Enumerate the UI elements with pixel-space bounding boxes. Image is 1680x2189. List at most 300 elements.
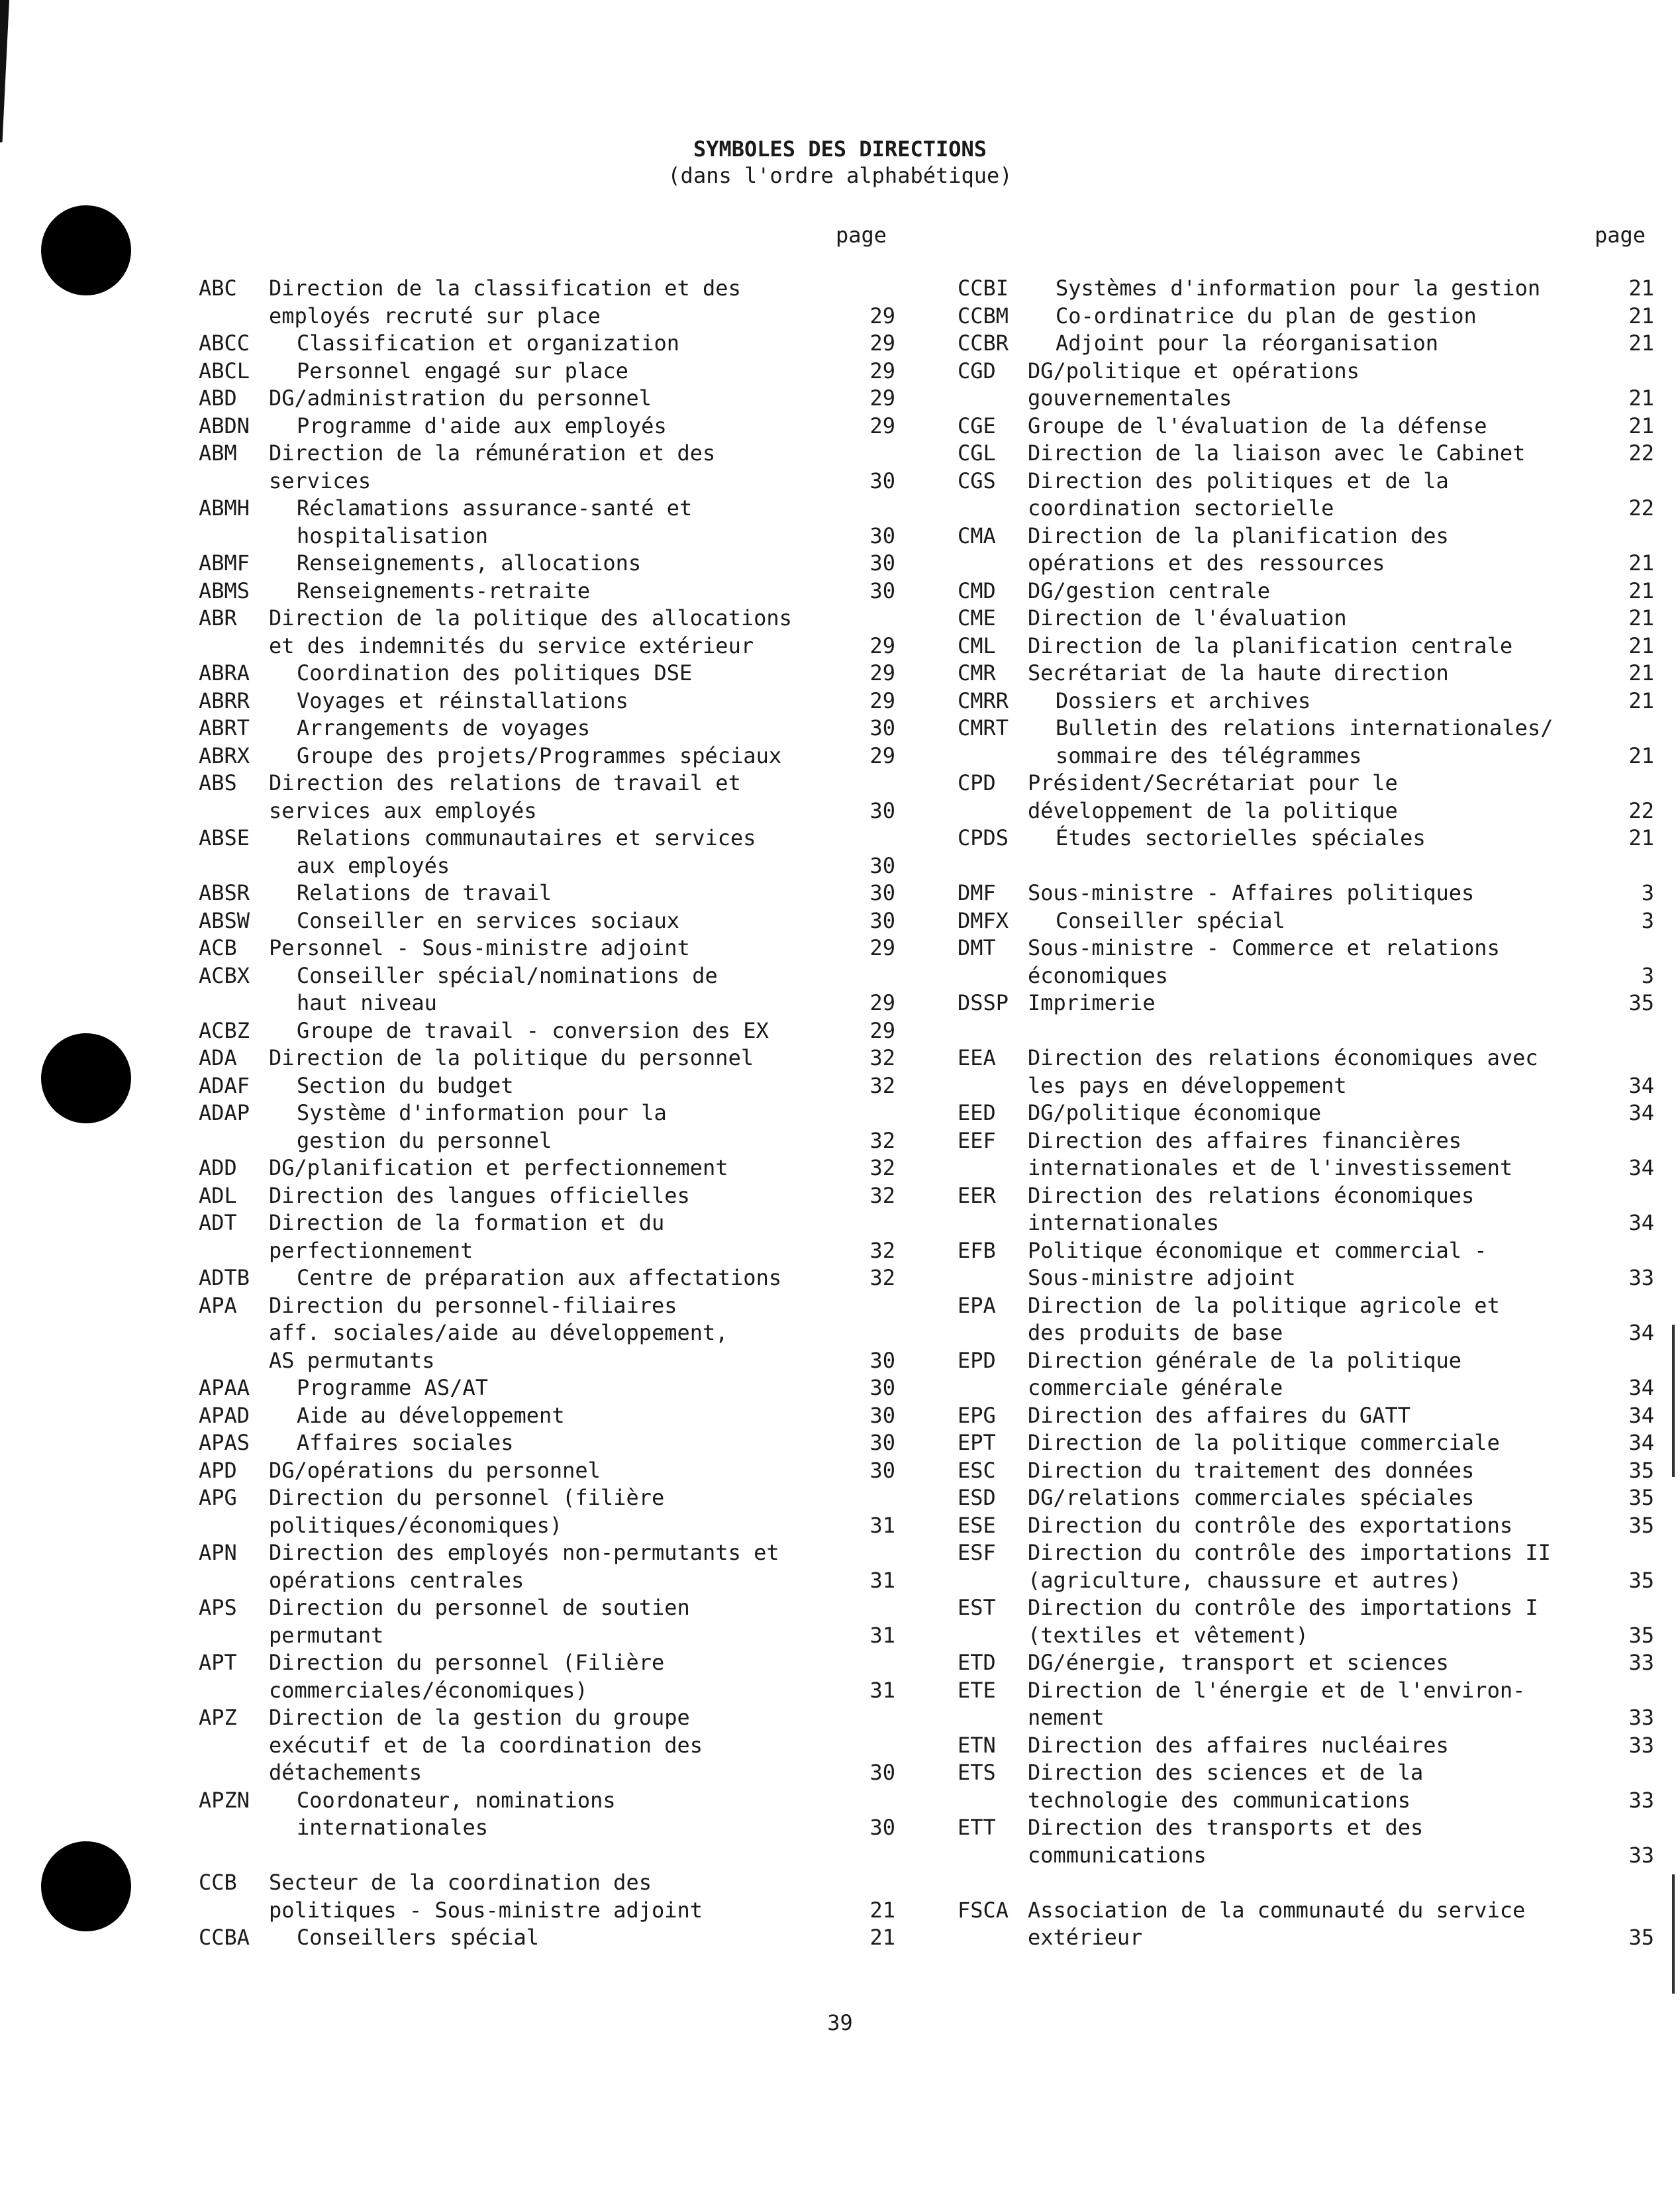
entry-code: EPG — [958, 1402, 996, 1428]
directory-entry — [199, 385, 895, 413]
directory-entry — [958, 523, 1654, 578]
entry-description: Bulletin des relations internationales/ sommaire des télégrammes — [1056, 715, 1554, 768]
directory-entry — [199, 495, 895, 550]
entry-code: EPT — [958, 1430, 996, 1455]
entry-code: EPA — [958, 1292, 996, 1318]
entry-page: 33 — [1628, 1650, 1654, 1675]
entry-page: 21 — [1628, 413, 1654, 438]
directory-entry — [199, 1264, 895, 1292]
directory-entry — [199, 1649, 895, 1704]
section-gap — [958, 1869, 1654, 1897]
entry-description: Direction des relations de travail et services aux employés — [269, 770, 741, 823]
entry-page: 33 — [1628, 1787, 1654, 1813]
entry-page: 34 — [1628, 1320, 1654, 1345]
entry-code: APZN — [199, 1787, 250, 1813]
entry-description: Sous-ministre - Affaires politiques — [1028, 880, 1475, 905]
entry-page: 21 — [1628, 385, 1654, 411]
entry-code: ABDN — [199, 413, 250, 438]
entry-description: Direction du personnel (filière politiques/économiques) — [269, 1485, 665, 1538]
entry-page: 29 — [869, 742, 895, 768]
entry-page: 33 — [1628, 1705, 1654, 1730]
entry-description: Direction du personnel-filiaires aff. sociales/aide au développement, AS permutants — [269, 1292, 728, 1373]
entry-code: ADT — [199, 1210, 237, 1235]
entry-code: ABRX — [199, 742, 250, 768]
entry-description: Conseiller spécial/nominations de haut niveau — [297, 962, 718, 1015]
entry-code: ADTB — [199, 1265, 250, 1290]
entry-description: Personnel - Sous-ministre adjoint — [269, 935, 690, 960]
directory-entry — [958, 1759, 1654, 1814]
directory-entry — [958, 1347, 1654, 1402]
entry-code: ABC — [199, 276, 237, 301]
entry-page: 34 — [1628, 1072, 1654, 1098]
entry-description: Secteur de la coordination des politiques - Sous-ministre adjoint — [269, 1870, 703, 1923]
directory-entry — [199, 1292, 895, 1375]
directory-entry — [199, 687, 895, 715]
directory-entry — [199, 413, 895, 440]
scan-edge-line — [1672, 1325, 1675, 1477]
entry-description: Direction de la gestion du groupe exécutif et de la coordination des détachements — [269, 1705, 703, 1785]
entry-page: 29 — [869, 935, 895, 960]
entry-code: ETE — [958, 1677, 996, 1703]
entry-page: 29 — [869, 385, 895, 411]
entry-code: ADAP — [199, 1100, 250, 1125]
entry-page: 35 — [1628, 1512, 1654, 1538]
entry-code: ABR — [199, 605, 237, 631]
entry-page: 30 — [869, 1760, 895, 1785]
directory-entry — [958, 907, 1654, 935]
entry-code: APS — [199, 1595, 237, 1620]
directory-entry — [199, 1924, 895, 1952]
entry-code: ABRR — [199, 687, 250, 713]
entry-description: Renseignements-retraite — [297, 578, 591, 603]
entry-code: CGD — [958, 358, 996, 383]
section-gap — [958, 852, 1654, 880]
directory-entry — [199, 1099, 895, 1154]
entry-page: 30 — [869, 880, 895, 905]
punch-hole — [41, 1033, 131, 1123]
entry-code: ETN — [958, 1732, 996, 1758]
entry-description: Aide au développement — [297, 1402, 565, 1428]
directory-entry — [199, 1704, 895, 1787]
directory-entry — [199, 550, 895, 578]
entry-code: CGL — [958, 440, 996, 466]
directory-entry — [199, 275, 895, 330]
entry-description: Direction du personnel de soutien permutant — [269, 1595, 690, 1648]
directory-entry — [199, 742, 895, 770]
entry-page: 29 — [869, 687, 895, 713]
directory-entry — [958, 1649, 1654, 1677]
entry-page: 21 — [1628, 825, 1654, 850]
entry-page: 30 — [869, 1347, 895, 1373]
directory-entry — [958, 1402, 1654, 1430]
entry-description: Programme AS/AT — [297, 1375, 488, 1400]
entry-description: Affaires sociales — [297, 1430, 514, 1455]
entry-description: Réclamations assurance-santé et hospitalisation — [297, 495, 693, 548]
section-gap — [958, 1017, 1654, 1045]
entry-page: 35 — [1628, 990, 1654, 1015]
entry-code: APAA — [199, 1375, 250, 1400]
entry-page: 29 — [869, 990, 895, 1015]
entry-description: Renseignements, allocations — [297, 550, 642, 576]
entry-description: Président/Secrétariat pour le développement de la politique — [1028, 770, 1398, 823]
entry-description: Direction générale de la politique commerciale générale — [1028, 1347, 1462, 1400]
entry-code: CCB — [199, 1870, 237, 1895]
directory-entry — [199, 605, 895, 660]
directory-entry — [958, 687, 1654, 715]
entry-page: 21 — [1628, 550, 1654, 576]
entry-code: ABSE — [199, 825, 250, 850]
entry-code: CPD — [958, 770, 996, 795]
entry-page: 34 — [1628, 1155, 1654, 1180]
entry-description: Conseillers spécial — [297, 1925, 540, 1950]
entry-description: Groupe de l'évaluation de la défense — [1028, 413, 1487, 438]
entry-description: Direction de la formation et du perfectionnement — [269, 1210, 665, 1263]
entry-page: 31 — [869, 1567, 895, 1593]
directory-entry — [199, 1017, 895, 1045]
directory-entry — [199, 660, 895, 687]
directory-entry — [958, 358, 1654, 413]
directory-entry — [958, 303, 1654, 331]
entry-page: 29 — [869, 303, 895, 329]
entry-description: Adjoint pour la réorganisation — [1056, 331, 1438, 356]
entry-page: 30 — [869, 1375, 895, 1400]
directory-entry — [199, 440, 895, 495]
entry-description: Direction de l'évaluation — [1028, 605, 1347, 631]
entry-code: CCBI — [958, 276, 1009, 301]
entry-page: 21 — [1628, 331, 1654, 356]
directory-entry — [199, 770, 895, 825]
directory-entry — [958, 1594, 1654, 1649]
entry-code: ABSW — [199, 907, 250, 933]
directory-entry — [199, 330, 895, 358]
entry-code: CCBR — [958, 331, 1009, 356]
entry-code: ABM — [199, 440, 237, 466]
entry-code: DMF — [958, 880, 996, 905]
entry-code: DMFX — [958, 907, 1009, 933]
directory-entry — [958, 1292, 1654, 1347]
directory-entry — [958, 1099, 1654, 1127]
entry-code: APA — [199, 1292, 237, 1318]
entry-page: 29 — [869, 633, 895, 658]
entry-description: Sous-ministre - Commerce et relations économiques — [1028, 935, 1500, 988]
entry-page: 22 — [1628, 495, 1654, 521]
directory-entry — [958, 1814, 1654, 1869]
directory-entry — [199, 1484, 895, 1539]
directory-entry — [958, 660, 1654, 687]
entry-description: Direction des relations économiques avec les pays en développement — [1028, 1045, 1538, 1098]
entry-page: 29 — [869, 331, 895, 356]
entry-code: ABCL — [199, 358, 250, 383]
entry-description: Relations communautaires et services aux employés — [297, 825, 756, 878]
directory-entry — [199, 1374, 895, 1402]
directory-entry — [958, 1484, 1654, 1512]
entry-description: Direction du traitement des données — [1028, 1457, 1475, 1483]
entry-code: EEA — [958, 1045, 996, 1070]
directory-entry — [958, 770, 1654, 825]
entry-code: APN — [199, 1540, 237, 1565]
entry-description: DG/gestion centrale — [1028, 578, 1271, 603]
entry-page: 21 — [1628, 276, 1654, 301]
directory-entry — [958, 605, 1654, 633]
entry-page: 34 — [1628, 1210, 1654, 1235]
entry-page: 30 — [869, 1815, 895, 1840]
entry-code: CCBM — [958, 303, 1009, 329]
entry-description: Voyages et réinstallations — [297, 687, 628, 713]
directory-entry — [958, 715, 1654, 770]
directory-entry — [958, 1512, 1654, 1540]
directory-entry — [958, 1127, 1654, 1182]
entry-description: Direction du personnel (Filière commerciales/économiques) — [269, 1650, 665, 1703]
entry-description: Systèmes d'information pour la gestion — [1056, 276, 1541, 301]
entry-code: EEF — [958, 1127, 996, 1153]
entry-code: EST — [958, 1595, 996, 1620]
directory-entry — [199, 1539, 895, 1594]
entry-code: APZ — [199, 1705, 237, 1730]
entry-code: ACBZ — [199, 1017, 250, 1043]
entry-code: ETS — [958, 1760, 996, 1785]
directory-entry — [199, 1209, 895, 1264]
entry-page: 3 — [1641, 880, 1654, 905]
entry-description: Direction de la planification des opérations et des ressources — [1028, 523, 1449, 576]
entry-code: CGS — [958, 468, 996, 493]
entry-page: 21 — [1628, 578, 1654, 603]
entry-page: 21 — [869, 1897, 895, 1923]
entry-code: ABRA — [199, 660, 250, 686]
directory-entry — [958, 275, 1654, 303]
directory-entry — [958, 468, 1654, 523]
entry-code: ABMS — [199, 578, 250, 603]
entry-code: CMRT — [958, 715, 1009, 740]
directory-entry — [199, 825, 895, 880]
entry-page: 32 — [869, 1237, 895, 1263]
entry-description: Direction du contrôle des importations I (textiles et vêtement) — [1028, 1595, 1538, 1648]
entry-code: ABMH — [199, 495, 250, 521]
entry-page: 32 — [869, 1045, 895, 1070]
section-gap — [199, 1842, 895, 1870]
entry-description: Relations de travail — [297, 880, 552, 905]
entry-code: ETD — [958, 1650, 996, 1675]
entry-page: 35 — [1628, 1622, 1654, 1648]
directory-entry — [958, 633, 1654, 660]
entry-code: EPD — [958, 1347, 996, 1373]
entry-page: 21 — [1628, 605, 1654, 631]
directory-entry — [199, 578, 895, 605]
entry-description: Direction de la liaison avec le Cabinet — [1028, 440, 1526, 466]
entry-code: DSSP — [958, 990, 1009, 1015]
directory-entry — [958, 413, 1654, 440]
directory-entry — [958, 440, 1654, 468]
entry-page: 21 — [869, 1925, 895, 1950]
directory-entry — [199, 1429, 895, 1457]
directory-entry — [958, 1539, 1654, 1594]
entry-page: 21 — [1628, 687, 1654, 713]
entry-description: Direction du contrôle des exportations — [1028, 1512, 1513, 1538]
entry-page: 32 — [869, 1155, 895, 1180]
directory-entry — [199, 935, 895, 962]
entry-description: DG/opérations du personnel — [269, 1457, 601, 1483]
entry-code: EFB — [958, 1237, 996, 1263]
entry-code: APG — [199, 1485, 237, 1510]
entry-code: ABCC — [199, 331, 250, 356]
entry-description: Direction de la politique des allocations et des indemnités du service extérieur — [269, 605, 792, 658]
directory-entry — [199, 1154, 895, 1182]
entry-code: EER — [958, 1182, 996, 1208]
entry-code: ADL — [199, 1182, 237, 1208]
entry-page: 30 — [869, 1402, 895, 1428]
entry-page: 3 — [1641, 962, 1654, 988]
entry-page: 32 — [869, 1265, 895, 1290]
entry-page: 34 — [1628, 1100, 1654, 1125]
directory-entry — [958, 1897, 1654, 1952]
entry-page: 30 — [869, 1430, 895, 1455]
entry-page: 32 — [869, 1182, 895, 1208]
entry-page: 34 — [1628, 1402, 1654, 1428]
directory-entry — [199, 962, 895, 1017]
entry-code: ABD — [199, 385, 237, 411]
entry-description: Centre de préparation aux affectations — [297, 1265, 782, 1290]
left-column — [199, 275, 895, 1952]
entry-page: 31 — [869, 1622, 895, 1648]
entry-code: ESE — [958, 1512, 996, 1538]
entry-page: 3 — [1641, 907, 1654, 933]
entry-code: ADD — [199, 1155, 237, 1180]
entry-code: APT — [199, 1650, 237, 1675]
entry-page: 21 — [1628, 742, 1654, 768]
entry-code: CMRR — [958, 687, 1009, 713]
entry-page: 33 — [1628, 1732, 1654, 1758]
entry-description: Direction des affaires financières internationales et de l'investissement — [1028, 1127, 1513, 1180]
entry-code: CMA — [958, 523, 996, 548]
page-number: 39 — [827, 2010, 853, 2035]
directory-entry — [199, 1402, 895, 1430]
punch-hole — [41, 1841, 131, 1931]
entry-page: 31 — [869, 1512, 895, 1538]
right-column — [958, 275, 1654, 1952]
entry-description: Dossiers et archives — [1056, 687, 1311, 713]
entry-description: Secrétariat de la haute direction — [1028, 660, 1449, 686]
entry-page: 35 — [1628, 1925, 1654, 1950]
directory-entry — [199, 1072, 895, 1100]
entry-code: ACBX — [199, 962, 250, 988]
directory-entry — [199, 715, 895, 742]
page-title: SYMBOLES DES DIRECTIONS — [693, 136, 987, 162]
entry-code: CGE — [958, 413, 996, 438]
entry-code: CPDS — [958, 825, 1009, 850]
directory-entry — [958, 990, 1654, 1017]
entry-description: Direction des transports et des communications — [1028, 1815, 1424, 1868]
entry-page: 34 — [1628, 1375, 1654, 1400]
punch-hole — [41, 205, 131, 295]
entry-code: CML — [958, 633, 996, 658]
entry-description: Direction de la classification et des employés recruté sur place — [269, 276, 741, 329]
page-column-header-right: page — [1595, 223, 1646, 248]
directory-entry — [958, 880, 1654, 907]
entry-description: Personnel engagé sur place — [297, 358, 628, 383]
entry-code: ABMF — [199, 550, 250, 576]
entry-page: 32 — [869, 1072, 895, 1098]
entry-code: CME — [958, 605, 996, 631]
entry-code: APD — [199, 1457, 237, 1483]
entry-page: 29 — [869, 413, 895, 438]
entry-description: DG/planification et perfectionnement — [269, 1155, 728, 1180]
entry-page: 21 — [1628, 303, 1654, 329]
directory-entry — [958, 578, 1654, 605]
entry-description: DG/relations commerciales spéciales — [1028, 1485, 1475, 1510]
directory-entry — [958, 1732, 1654, 1760]
entry-code: ESF — [958, 1540, 996, 1565]
entry-code: ESD — [958, 1485, 996, 1510]
entry-description: Groupe de travail - conversion des EX — [297, 1017, 769, 1043]
entry-page: 30 — [869, 578, 895, 603]
page-subtitle: (dans l'ordre alphabétique) — [667, 163, 1013, 188]
entry-code: ABRT — [199, 715, 250, 740]
entry-description: Direction de la politique commerciale — [1028, 1430, 1500, 1455]
entry-code: APAS — [199, 1430, 250, 1455]
entry-description: Direction des affaires nucléaires — [1028, 1732, 1449, 1758]
entry-page: 30 — [869, 468, 895, 493]
entry-description: DG/politique économique — [1028, 1100, 1322, 1125]
entry-description: Direction des relations économiques internationales — [1028, 1182, 1475, 1235]
entry-code: ADAF — [199, 1072, 250, 1098]
directory-entry — [958, 1457, 1654, 1485]
directory-entry — [199, 358, 895, 385]
directory-entry — [199, 1182, 895, 1210]
entry-page: 30 — [869, 797, 895, 823]
entry-code: ABSR — [199, 880, 250, 905]
entry-page: 21 — [1628, 633, 1654, 658]
entry-description: Politique économique et commercial - Sous-ministre adjoint — [1028, 1237, 1487, 1290]
directory-entry — [958, 935, 1654, 990]
entry-code: ESC — [958, 1457, 996, 1483]
entry-description: DG/énergie, transport et sciences — [1028, 1650, 1449, 1675]
entry-description: Coordination des politiques DSE — [297, 660, 693, 686]
directory-entry — [958, 1429, 1654, 1457]
entry-page: 22 — [1628, 440, 1654, 466]
entry-description: Conseiller en services sociaux — [297, 907, 679, 933]
page-header — [0, 136, 1680, 189]
entry-description: Direction de la politique agricole et des produits de base — [1028, 1292, 1500, 1345]
entry-description: Direction des politiques et de la coordination sectorielle — [1028, 468, 1449, 521]
entry-code: FSCA — [958, 1897, 1009, 1923]
entry-page: 35 — [1628, 1485, 1654, 1510]
directory-entry — [199, 880, 895, 907]
page-column-header-left: page — [836, 223, 887, 248]
entry-page: 30 — [869, 1457, 895, 1483]
entry-code: APAD — [199, 1402, 250, 1428]
entry-description: Direction des sciences et de la technologie des communications — [1028, 1760, 1424, 1813]
directory-entry — [199, 1787, 895, 1842]
entry-page: 30 — [869, 523, 895, 548]
entry-page: 21 — [1628, 660, 1654, 686]
entry-description: Direction des langues officielles — [269, 1182, 690, 1208]
entry-code: ETT — [958, 1815, 996, 1840]
entry-description: Direction du contrôle des importations II (agriculture, chaussure et autres) — [1028, 1540, 1551, 1593]
entry-description: Conseiller spécial — [1056, 907, 1285, 933]
entry-description: Direction des affaires du GATT — [1028, 1402, 1410, 1428]
entry-description: Association de la communauté du service extérieur — [1028, 1897, 1526, 1950]
directory-entry — [199, 1457, 895, 1485]
directory-entry — [199, 907, 895, 935]
entry-page: 29 — [869, 1017, 895, 1043]
entry-description: Classification et organization — [297, 331, 679, 356]
entry-page: 34 — [1628, 1430, 1654, 1455]
entry-page: 30 — [869, 907, 895, 933]
entry-code: CCBA — [199, 1925, 250, 1950]
entry-description: Coordonateur, nominations internationales — [297, 1787, 616, 1840]
entry-description: Direction des employés non-permutants et opérations centrales — [269, 1540, 779, 1593]
entry-description: Section du budget — [297, 1072, 514, 1098]
entry-page: 32 — [869, 1127, 895, 1153]
